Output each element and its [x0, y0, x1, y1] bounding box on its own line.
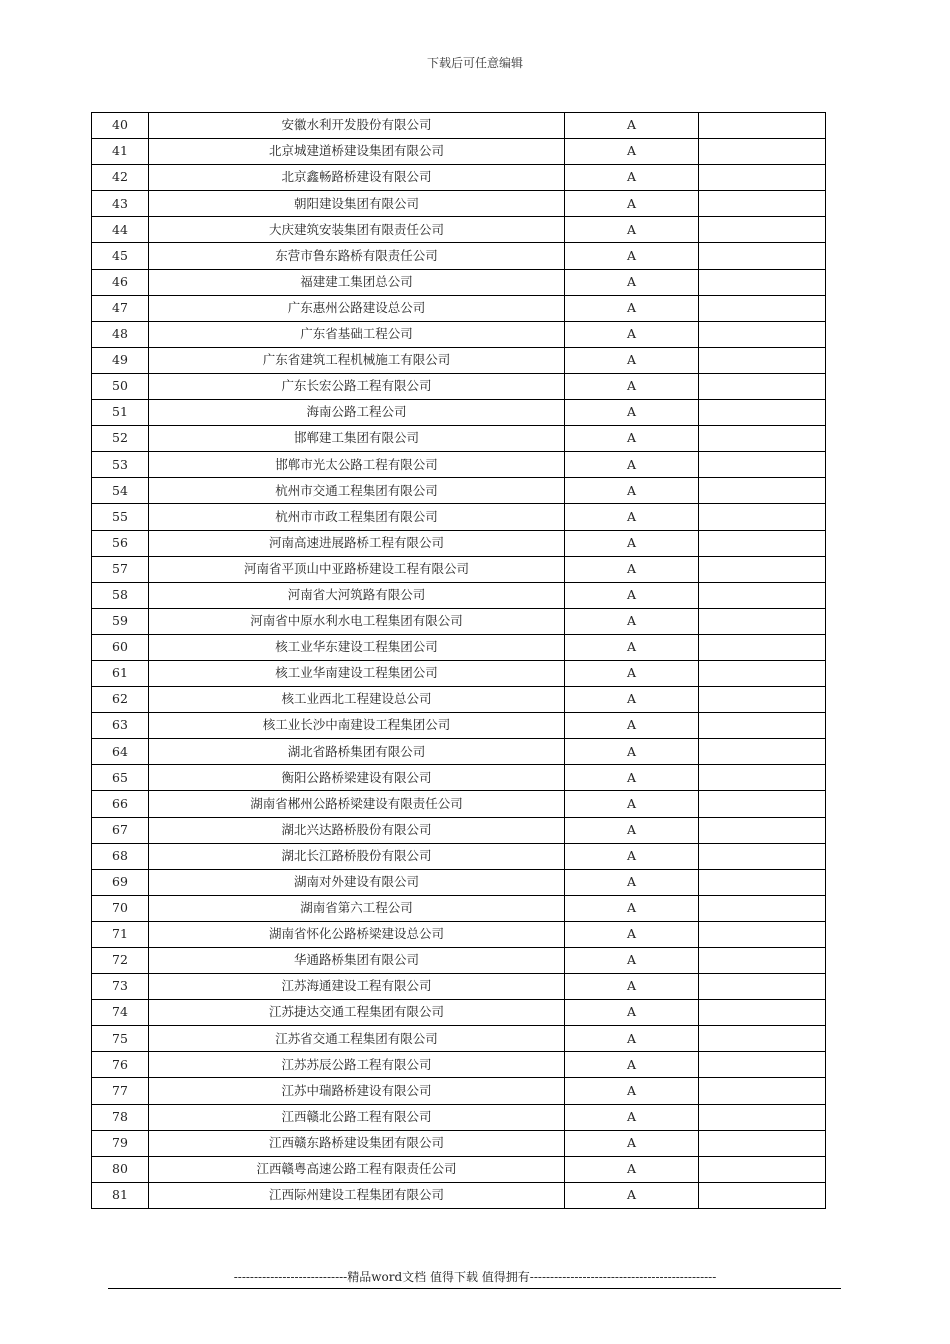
- grade-cell: A: [565, 1026, 699, 1052]
- grade-cell: A: [565, 739, 699, 765]
- company-name-cell: 衡阳公路桥梁建设有限公司: [149, 765, 565, 791]
- company-name-cell: 江苏中瑞路桥建设有限公司: [149, 1078, 565, 1104]
- company-name-cell: 华通路桥集团有限公司: [149, 948, 565, 974]
- row-number-cell: 66: [92, 791, 149, 817]
- grade-cell: A: [565, 921, 699, 947]
- grade-cell: A: [565, 1156, 699, 1182]
- row-number-cell: 64: [92, 739, 149, 765]
- row-number-cell: 81: [92, 1182, 149, 1208]
- company-name-cell: 河南省大河筑路有限公司: [149, 582, 565, 608]
- row-number-cell: 49: [92, 347, 149, 373]
- note-cell: [699, 1000, 826, 1026]
- row-number-cell: 71: [92, 921, 149, 947]
- row-number-cell: 48: [92, 321, 149, 347]
- row-number-cell: 46: [92, 269, 149, 295]
- note-cell: [699, 739, 826, 765]
- note-cell: [699, 713, 826, 739]
- note-cell: [699, 321, 826, 347]
- company-name-cell: 湖南省怀化公路桥梁建设总公司: [149, 921, 565, 947]
- table-row: [92, 1026, 826, 1052]
- table-row: [92, 426, 826, 452]
- grade-cell: A: [565, 1000, 699, 1026]
- company-name-cell: 邯郸市光太公路工程有限公司: [149, 452, 565, 478]
- table-row: [92, 191, 826, 217]
- note-cell: [699, 843, 826, 869]
- company-name-cell: 北京城建道桥建设集团有限公司: [149, 139, 565, 165]
- note-cell: [699, 452, 826, 478]
- table-row: [92, 504, 826, 530]
- grade-cell: A: [565, 295, 699, 321]
- table-row: [92, 373, 826, 399]
- company-name-cell: 核工业华南建设工程集团公司: [149, 660, 565, 686]
- table-row: [92, 113, 826, 139]
- company-name-cell: 大庆建筑安装集团有限责任公司: [149, 217, 565, 243]
- note-cell: [699, 217, 826, 243]
- table-row: [92, 321, 826, 347]
- page-footer: ----------------------------精品word文档 值得下载 值得拥有----------------------------------------------: [233, 1270, 717, 1284]
- company-name-cell: 广东惠州公路建设总公司: [149, 295, 565, 321]
- company-name-cell: 江苏海通建设工程有限公司: [149, 974, 565, 1000]
- row-number-cell: 59: [92, 608, 149, 634]
- table-row: [92, 843, 826, 869]
- row-number-cell: 62: [92, 687, 149, 713]
- grade-cell: A: [565, 1182, 699, 1208]
- note-cell: [699, 1130, 826, 1156]
- grade-cell: A: [565, 1130, 699, 1156]
- grade-cell: A: [565, 269, 699, 295]
- note-cell: [699, 426, 826, 452]
- row-number-cell: 56: [92, 530, 149, 556]
- note-cell: [699, 1026, 826, 1052]
- grade-cell: A: [565, 948, 699, 974]
- page-header: 下载后可任意编辑: [426, 56, 523, 70]
- table-row: [92, 217, 826, 243]
- grade-cell: A: [565, 243, 699, 269]
- table-row: [92, 269, 826, 295]
- company-name-cell: 河南高速进展路桥工程有限公司: [149, 530, 565, 556]
- row-number-cell: 52: [92, 426, 149, 452]
- company-name-cell: 河南省平顶山中亚路桥建设工程有限公司: [149, 556, 565, 582]
- note-cell: [699, 974, 826, 1000]
- company-name-cell: 核工业西北工程建设总公司: [149, 687, 565, 713]
- row-number-cell: 61: [92, 660, 149, 686]
- grade-cell: A: [565, 895, 699, 921]
- note-cell: [699, 634, 826, 660]
- table-row: [92, 165, 826, 191]
- table-row: [92, 556, 826, 582]
- note-cell: [699, 687, 826, 713]
- note-cell: [699, 948, 826, 974]
- row-number-cell: 78: [92, 1104, 149, 1130]
- note-cell: [699, 347, 826, 373]
- table-row: [92, 895, 826, 921]
- table-row: [92, 1104, 826, 1130]
- row-number-cell: 53: [92, 452, 149, 478]
- note-cell: [699, 1156, 826, 1182]
- note-cell: [699, 373, 826, 399]
- row-number-cell: 65: [92, 765, 149, 791]
- table-row: [92, 347, 826, 373]
- row-number-cell: 55: [92, 504, 149, 530]
- grade-cell: A: [565, 321, 699, 347]
- grade-cell: A: [565, 687, 699, 713]
- grade-cell: A: [565, 1078, 699, 1104]
- table-row: [92, 582, 826, 608]
- row-number-cell: 73: [92, 974, 149, 1000]
- row-number-cell: 74: [92, 1000, 149, 1026]
- table-row: [92, 1130, 826, 1156]
- grade-cell: A: [565, 373, 699, 399]
- grade-cell: A: [565, 400, 699, 426]
- row-number-cell: 67: [92, 817, 149, 843]
- row-number-cell: 63: [92, 713, 149, 739]
- company-name-cell: 河南省中原水利水电工程集团有限公司: [149, 608, 565, 634]
- grade-cell: A: [565, 1104, 699, 1130]
- row-number-cell: 70: [92, 895, 149, 921]
- note-cell: [699, 791, 826, 817]
- table-row: [92, 139, 826, 165]
- company-name-cell: 湖北省路桥集团有限公司: [149, 739, 565, 765]
- note-cell: [699, 504, 826, 530]
- company-name-cell: 江西赣粤高速公路工程有限责任公司: [149, 1156, 565, 1182]
- company-name-cell: 江西际州建设工程集团有限公司: [149, 1182, 565, 1208]
- table-row: [92, 608, 826, 634]
- grade-cell: A: [565, 139, 699, 165]
- table-row: [92, 948, 826, 974]
- note-cell: [699, 582, 826, 608]
- company-table: [91, 112, 826, 1209]
- note-cell: [699, 165, 826, 191]
- company-name-cell: 核工业长沙中南建设工程集团公司: [149, 713, 565, 739]
- grade-cell: A: [565, 191, 699, 217]
- note-cell: [699, 530, 826, 556]
- table-row: [92, 1000, 826, 1026]
- row-number-cell: 60: [92, 634, 149, 660]
- table-row: [92, 739, 826, 765]
- note-cell: [699, 269, 826, 295]
- table-row: [92, 1052, 826, 1078]
- note-cell: [699, 400, 826, 426]
- table-row: [92, 295, 826, 321]
- note-cell: [699, 139, 826, 165]
- grade-cell: A: [565, 113, 699, 139]
- grade-cell: A: [565, 530, 699, 556]
- table-row: [92, 713, 826, 739]
- grade-cell: A: [565, 974, 699, 1000]
- note-cell: [699, 478, 826, 504]
- grade-cell: A: [565, 452, 699, 478]
- note-cell: [699, 660, 826, 686]
- table-row: [92, 243, 826, 269]
- grade-cell: A: [565, 634, 699, 660]
- row-number-cell: 75: [92, 1026, 149, 1052]
- row-number-cell: 80: [92, 1156, 149, 1182]
- grade-cell: A: [565, 504, 699, 530]
- grade-cell: A: [565, 426, 699, 452]
- grade-cell: A: [565, 791, 699, 817]
- table-row: [92, 687, 826, 713]
- row-number-cell: 51: [92, 400, 149, 426]
- note-cell: [699, 1052, 826, 1078]
- row-number-cell: 44: [92, 217, 149, 243]
- company-name-cell: 广东长宏公路工程有限公司: [149, 373, 565, 399]
- note-cell: [699, 113, 826, 139]
- company-name-cell: 湖南对外建设有限公司: [149, 869, 565, 895]
- row-number-cell: 72: [92, 948, 149, 974]
- row-number-cell: 58: [92, 582, 149, 608]
- note-cell: [699, 817, 826, 843]
- note-cell: [699, 765, 826, 791]
- grade-cell: A: [565, 660, 699, 686]
- table-row: [92, 1078, 826, 1104]
- table-body: [92, 113, 826, 1209]
- table-row: [92, 478, 826, 504]
- footer-divider: [108, 1288, 841, 1289]
- row-number-cell: 76: [92, 1052, 149, 1078]
- grade-cell: A: [565, 582, 699, 608]
- company-name-cell: 湖南省第六工程公司: [149, 895, 565, 921]
- row-number-cell: 54: [92, 478, 149, 504]
- table-row: [92, 974, 826, 1000]
- company-name-cell: 福建建工集团总公司: [149, 269, 565, 295]
- grade-cell: A: [565, 1052, 699, 1078]
- note-cell: [699, 1182, 826, 1208]
- company-name-cell: 杭州市交通工程集团有限公司: [149, 478, 565, 504]
- company-name-cell: 核工业华东建设工程集团公司: [149, 634, 565, 660]
- company-name-cell: 杭州市市政工程集团有限公司: [149, 504, 565, 530]
- company-name-cell: 江西赣北公路工程有限公司: [149, 1104, 565, 1130]
- company-name-cell: 广东省建筑工程机械施工有限公司: [149, 347, 565, 373]
- row-number-cell: 42: [92, 165, 149, 191]
- company-name-cell: 湖南省郴州公路桥梁建设有限责任公司: [149, 791, 565, 817]
- grade-cell: A: [565, 869, 699, 895]
- note-cell: [699, 295, 826, 321]
- row-number-cell: 68: [92, 843, 149, 869]
- table-row: [92, 530, 826, 556]
- note-cell: [699, 243, 826, 269]
- company-name-cell: 江苏苏辰公路工程有限公司: [149, 1052, 565, 1078]
- table-row: [92, 452, 826, 478]
- note-cell: [699, 1078, 826, 1104]
- grade-cell: A: [565, 478, 699, 504]
- table-row: [92, 660, 826, 686]
- note-cell: [699, 921, 826, 947]
- company-name-cell: 湖北长江路桥股份有限公司: [149, 843, 565, 869]
- row-number-cell: 45: [92, 243, 149, 269]
- company-name-cell: 安徽水利开发股份有限公司: [149, 113, 565, 139]
- company-name-cell: 邯郸建工集团有限公司: [149, 426, 565, 452]
- row-number-cell: 43: [92, 191, 149, 217]
- note-cell: [699, 608, 826, 634]
- row-number-cell: 79: [92, 1130, 149, 1156]
- row-number-cell: 57: [92, 556, 149, 582]
- company-name-cell: 江苏省交通工程集团有限公司: [149, 1026, 565, 1052]
- company-name-cell: 江苏捷达交通工程集团有限公司: [149, 1000, 565, 1026]
- grade-cell: A: [565, 713, 699, 739]
- row-number-cell: 41: [92, 139, 149, 165]
- table-row: [92, 791, 826, 817]
- company-name-cell: 广东省基础工程公司: [149, 321, 565, 347]
- grade-cell: A: [565, 217, 699, 243]
- table-row: [92, 1182, 826, 1208]
- row-number-cell: 50: [92, 373, 149, 399]
- grade-cell: A: [565, 765, 699, 791]
- grade-cell: A: [565, 608, 699, 634]
- company-name-cell: 东营市鲁东路桥有限责任公司: [149, 243, 565, 269]
- company-name-cell: 朝阳建设集团有限公司: [149, 191, 565, 217]
- grade-cell: A: [565, 556, 699, 582]
- table-row: [92, 817, 826, 843]
- row-number-cell: 47: [92, 295, 149, 321]
- table-row: [92, 634, 826, 660]
- note-cell: [699, 1104, 826, 1130]
- grade-cell: A: [565, 165, 699, 191]
- company-name-cell: 湖北兴达路桥股份有限公司: [149, 817, 565, 843]
- table-row: [92, 869, 826, 895]
- company-name-cell: 北京鑫畅路桥建设有限公司: [149, 165, 565, 191]
- table-row: [92, 400, 826, 426]
- note-cell: [699, 556, 826, 582]
- table-row: [92, 765, 826, 791]
- company-name-cell: 海南公路工程公司: [149, 400, 565, 426]
- note-cell: [699, 191, 826, 217]
- row-number-cell: 77: [92, 1078, 149, 1104]
- table-row: [92, 1156, 826, 1182]
- table-row: [92, 921, 826, 947]
- row-number-cell: 69: [92, 869, 149, 895]
- row-number-cell: 40: [92, 113, 149, 139]
- company-name-cell: 江西赣东路桥建设集团有限公司: [149, 1130, 565, 1156]
- grade-cell: A: [565, 347, 699, 373]
- note-cell: [699, 869, 826, 895]
- note-cell: [699, 895, 826, 921]
- grade-cell: A: [565, 817, 699, 843]
- grade-cell: A: [565, 843, 699, 869]
